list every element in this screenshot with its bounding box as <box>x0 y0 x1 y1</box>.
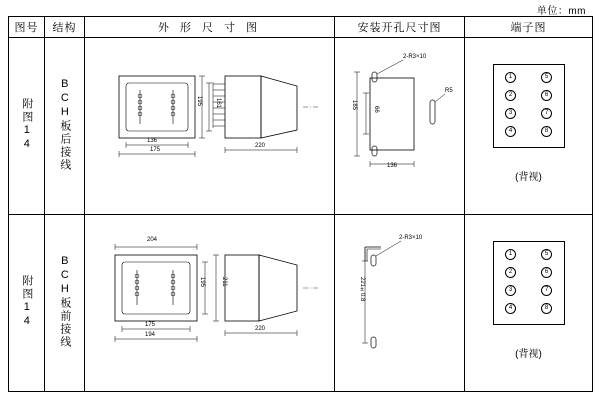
mounting-dim-1-r5: R5 <box>445 88 453 95</box>
terminal-1-2: 2 <box>505 90 516 101</box>
mounting-dim-1-136: 136 <box>387 163 398 170</box>
header-terminal-drawing: 端子图 <box>465 17 593 38</box>
outline-dim-1-136: 136 <box>147 138 158 145</box>
cell-structure-2 <box>45 215 85 392</box>
terminal-2-3: 3 <box>505 285 516 296</box>
terminal-1-4: 4 <box>505 126 516 137</box>
figure-no-label-2: 附图14 <box>20 274 33 329</box>
terminal-2-4: 4 <box>505 303 516 314</box>
mounting-dim-2-221: 221±0.8 <box>359 277 365 302</box>
mounting-dim-1-slot: 2-R3×10 <box>403 54 427 61</box>
terminal-2-2: 2 <box>505 267 516 278</box>
outline-dim-1-220: 220 <box>255 143 266 150</box>
structure-label-1: BCH板后接线 <box>58 77 71 172</box>
cell-mounting-1 <box>335 38 465 215</box>
outline-dim-2-195: 195 <box>199 277 205 288</box>
outline-drawing-1 <box>85 38 335 208</box>
header-figure-no: 图号 <box>9 17 45 38</box>
cell-mounting-2 <box>335 215 465 392</box>
terminal-1-1: 1 <box>505 72 516 83</box>
outline-dim-2-204: 204 <box>147 237 158 244</box>
outline-dim-2-211: 211 <box>221 277 227 287</box>
table-row <box>9 215 593 392</box>
structure-label-2: BCH板前接线 <box>58 254 71 349</box>
table-header-row <box>9 17 593 38</box>
cell-terminal-1 <box>465 38 593 215</box>
cell-figure-no-1 <box>9 38 45 215</box>
figure-no-label-1: 附图14 <box>20 97 33 152</box>
mounting-dim-2-slot: 2-R3×10 <box>399 235 423 242</box>
table-row <box>9 38 593 215</box>
terminal-2-7: 7 <box>541 285 552 296</box>
outline-dim-1-195: 195 <box>196 96 202 107</box>
terminal-1-7: 7 <box>541 108 552 119</box>
outline-drawing-2 <box>85 215 335 385</box>
cell-outline-1 <box>85 38 335 215</box>
terminal-1-5: 5 <box>541 72 552 83</box>
header-structure: 结构 <box>45 17 85 38</box>
terminal-panel-2 <box>493 241 565 325</box>
outline-dim-1-161: 161 <box>215 98 221 109</box>
header-mounting-drawing: 安装开孔尺寸图 <box>335 17 465 38</box>
cell-structure-1 <box>45 38 85 215</box>
outline-dim-2-194: 194 <box>145 332 156 339</box>
terminal-note-2: (背视) <box>515 349 542 361</box>
terminal-note-1: (背视) <box>515 172 542 184</box>
terminal-2-8: 8 <box>541 303 552 314</box>
mounting-drawing-1 <box>335 38 465 208</box>
terminal-1-3: 3 <box>505 108 516 119</box>
outline-dim-1-175: 175 <box>150 147 161 154</box>
outline-dim-2-220: 220 <box>255 326 266 333</box>
unit-note: 单位：mm <box>536 6 586 17</box>
cell-outline-2 <box>85 215 335 392</box>
terminal-panel-1 <box>493 64 565 148</box>
cell-terminal-2 <box>465 215 593 392</box>
terminal-2-5: 5 <box>541 249 552 260</box>
cell-figure-no-2 <box>9 215 45 392</box>
terminal-2-1: 1 <box>505 249 516 260</box>
terminal-1-8: 8 <box>541 126 552 137</box>
terminal-2-6: 6 <box>541 267 552 278</box>
mounting-dim-1-66: 66 <box>373 106 379 114</box>
header-outline-drawing: 外 形 尺 寸 图 <box>85 17 335 38</box>
terminal-1-6: 6 <box>541 90 552 101</box>
outline-dim-2-175: 175 <box>145 322 156 329</box>
mounting-dim-1-185: 185 <box>351 100 357 111</box>
dimension-table <box>8 16 593 392</box>
